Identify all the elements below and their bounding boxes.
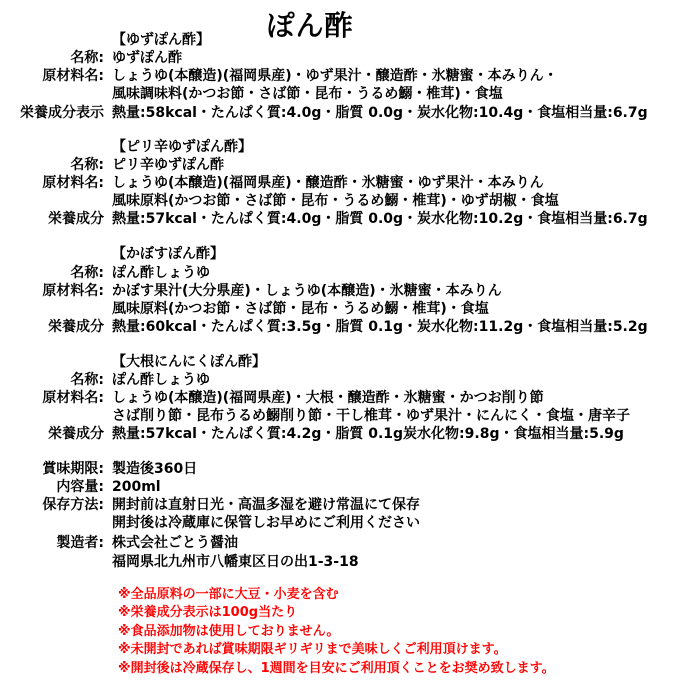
note-nutrition: ※栄養成分表示は100g当たり: [118, 605, 298, 620]
note-allergen: ※全品原料の一部に大豆・小麦を含む: [118, 587, 339, 602]
note-unopened: ※未開封であれば賞味期限ギリギリまで美味しくご利用頂けます。: [118, 642, 507, 657]
page-title: ぽん酢: [266, 9, 354, 42]
note-additives: ※食品添加物は使用しておりません。: [118, 624, 340, 639]
note-opened: ※開封後は冷蔵保存し、1週間を目安にご利用頂くことをお奨め致します。: [118, 661, 555, 676]
